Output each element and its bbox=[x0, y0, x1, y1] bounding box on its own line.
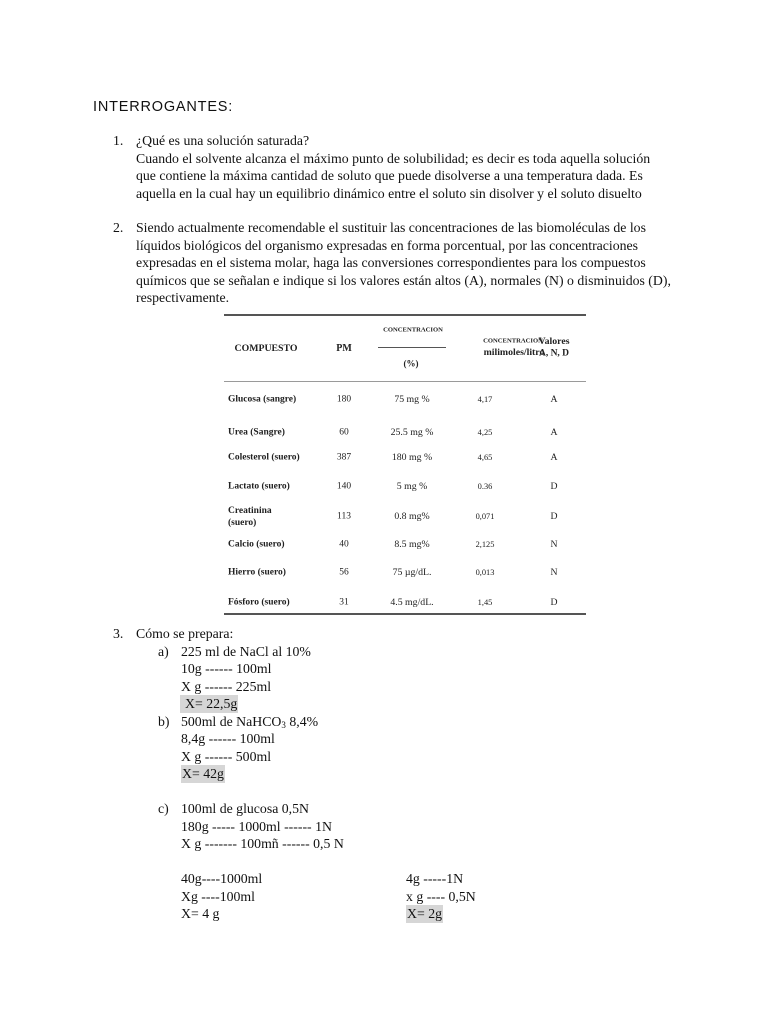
question-number: 3. bbox=[113, 626, 124, 641]
concentration-table bbox=[224, 312, 586, 616]
cell-valor: N bbox=[550, 567, 558, 579]
cell-pm: 31 bbox=[339, 597, 349, 608]
cell-compuesto: Creatinina (suero) bbox=[228, 506, 272, 528]
calc-line-left: Xg ----100ml bbox=[181, 888, 255, 904]
cell-compuesto: Glucosa (sangre) bbox=[228, 394, 297, 405]
table-top-rule bbox=[224, 314, 586, 316]
calc-line: X g ------- 100mñ ------ 0,5 N bbox=[181, 836, 344, 851]
text-line bbox=[0, 713, 768, 731]
text-line bbox=[0, 660, 768, 678]
cell-milimoles: 4,65 bbox=[477, 452, 493, 462]
cell-valor: N bbox=[550, 539, 558, 551]
question-number: 2. bbox=[113, 220, 124, 235]
section-heading: INTERROGANTES: bbox=[93, 99, 234, 115]
subitem-label-c: c) bbox=[158, 801, 169, 816]
cell-concentracion: 25.5 mg % bbox=[390, 427, 434, 439]
text-line bbox=[0, 835, 768, 853]
text-line bbox=[0, 219, 768, 237]
calc-line: 8,4g ------ 100ml bbox=[181, 731, 275, 746]
text-line bbox=[0, 765, 768, 783]
header-valores-sub: A, N, D bbox=[538, 348, 570, 359]
cell-compuesto: Calcio (suero) bbox=[228, 539, 285, 550]
text-line bbox=[0, 643, 768, 661]
cell-valor: A bbox=[550, 452, 558, 464]
cell-pm: 60 bbox=[339, 427, 349, 438]
text-line bbox=[0, 695, 768, 713]
blank-line bbox=[0, 853, 768, 871]
table-header-rule bbox=[224, 381, 586, 382]
cell-valor: D bbox=[550, 511, 558, 523]
calc-line-right: 4g -----1N bbox=[406, 871, 464, 886]
text-line bbox=[0, 132, 768, 150]
subitem-title-b bbox=[181, 713, 318, 731]
cell-milimoles: 0,071 bbox=[475, 511, 495, 521]
question-text: ¿Qué es una solución saturada? bbox=[136, 133, 310, 148]
cell-valor: D bbox=[550, 481, 558, 493]
question-1 bbox=[0, 132, 768, 202]
subitem-title-c: 100ml de glucosa 0,5N bbox=[181, 801, 309, 816]
subitem-title-a: 225 ml de NaCl al 10% bbox=[181, 643, 311, 659]
cell-concentracion: 75 mg % bbox=[394, 394, 430, 406]
text-line bbox=[0, 888, 768, 906]
text-line bbox=[0, 748, 768, 766]
question-text: líquidos biológicos del organismo expresadas en forma porcentual, por las concentraciones bbox=[136, 237, 639, 253]
cell-concentracion: 0.8 mg% bbox=[394, 511, 430, 523]
text-line bbox=[0, 678, 768, 696]
text-line bbox=[0, 254, 768, 272]
highlighted-result: X= 22,5g bbox=[180, 695, 238, 713]
header-milimoles-unit: milimoles/litro bbox=[483, 347, 545, 359]
calc-line: 10g ------ 100ml bbox=[181, 661, 272, 676]
cell-concentracion: 4.5 mg/dL. bbox=[390, 597, 434, 609]
highlighted-result: X= 42g bbox=[182, 766, 224, 781]
header-concentracion-rule bbox=[378, 347, 446, 348]
text-line bbox=[0, 730, 768, 748]
header-valores: Valores bbox=[538, 336, 570, 348]
cell-pm: 387 bbox=[336, 452, 352, 463]
text-line bbox=[0, 800, 768, 818]
title-text: 8,4% bbox=[285, 713, 319, 729]
calc-line-right: x g ---- 0,5N bbox=[406, 888, 476, 904]
calc-line-left: 40g----1000ml bbox=[181, 871, 263, 886]
text-line bbox=[0, 870, 768, 888]
cell-compuesto: Urea (Sangre) bbox=[228, 427, 285, 438]
text-line bbox=[0, 150, 768, 168]
cell-concentracion: 5 mg % bbox=[396, 481, 428, 493]
answer-line: aquella en la cual hay un equilibrio dinámico entre el soluto sin disolver y el soluto disuelto bbox=[136, 185, 642, 201]
header-pm: PM bbox=[336, 343, 352, 354]
table-bottom-rule bbox=[224, 613, 586, 615]
text-line bbox=[0, 818, 768, 836]
cell-pm: 140 bbox=[336, 481, 352, 492]
calc-line: X g ------ 500ml bbox=[181, 748, 272, 764]
cell-pm: 40 bbox=[339, 539, 349, 550]
cell-concentracion: 75 µg/dL. bbox=[392, 567, 432, 579]
text-line bbox=[0, 289, 768, 307]
header-milimoles-title: CONCENTRACION bbox=[483, 337, 543, 345]
text-line bbox=[0, 237, 768, 255]
cell-pm: 113 bbox=[337, 511, 351, 522]
question-text: químicos que se señalan e indique si los valores están altos (A), normales (N) o disminuidos (D), bbox=[136, 272, 671, 288]
cell-valor: A bbox=[550, 427, 558, 439]
text-line bbox=[0, 185, 768, 203]
question-number: 1. bbox=[113, 133, 124, 148]
cell-compuesto: Fósforo (suero) bbox=[228, 597, 290, 608]
cell-milimoles: 2,125 bbox=[475, 539, 495, 549]
cell-valor: D bbox=[550, 597, 558, 609]
cell-milimoles: 1,45 bbox=[477, 597, 493, 607]
text-line bbox=[0, 167, 768, 185]
calc-line: 180g ----- 1000ml ------ 1N bbox=[181, 818, 332, 834]
subitem-label-b: b) bbox=[158, 713, 170, 729]
cell-milimoles: 4,25 bbox=[477, 427, 493, 437]
answer-line: que contiene la máxima cantidad de soluto que puede disolverse a una temperatura dada. Es bbox=[136, 168, 643, 183]
blank-line bbox=[0, 783, 768, 801]
header-concentracion-unit: (%) bbox=[403, 358, 419, 369]
question-2 bbox=[0, 219, 768, 307]
text-line bbox=[0, 905, 768, 923]
question-text: Siendo actualmente recomendable el sustituir las concentraciones de las biomoléculas de los bbox=[136, 220, 646, 235]
question-3 bbox=[0, 625, 768, 923]
title-text: 500ml de NaHCO bbox=[181, 713, 282, 729]
text-line bbox=[0, 272, 768, 290]
cell-milimoles: 0,013 bbox=[475, 567, 495, 577]
question-text: Cómo se prepara: bbox=[136, 626, 234, 641]
cell-concentracion: 8.5 mg% bbox=[394, 539, 430, 551]
cell-compuesto: Colesterol (suero) bbox=[228, 452, 300, 463]
cell-pm: 56 bbox=[339, 567, 349, 578]
question-text: respectivamente. bbox=[136, 290, 230, 305]
cell-compuesto: Lactato (suero) bbox=[228, 481, 290, 492]
cell-valor: A bbox=[550, 394, 558, 406]
cell-milimoles: 0.36 bbox=[477, 481, 493, 491]
question-text: expresadas en el sistema molar, haga las conversiones correspondientes para los compuestos bbox=[136, 255, 646, 270]
answer-line: Cuando el solvente alcanza el máximo punto de solubilidad; es decir es toda aquella solución bbox=[136, 150, 651, 166]
calc-result-left: X= 4 g bbox=[181, 906, 220, 921]
subitem-label-a: a) bbox=[158, 643, 169, 659]
calc-line: X g ------ 225ml bbox=[181, 678, 272, 694]
cell-pm: 180 bbox=[336, 394, 352, 405]
cell-compuesto: Hierro (suero) bbox=[228, 567, 286, 578]
header-compuesto: COMPUESTO bbox=[234, 343, 298, 355]
subscript: 3 bbox=[281, 719, 286, 730]
cell-milimoles: 4,17 bbox=[477, 394, 493, 404]
highlighted-result: X= 2g bbox=[407, 906, 442, 921]
cell-concentracion: 180 mg % bbox=[391, 452, 433, 464]
text-line bbox=[0, 625, 768, 643]
header-concentracion: CONCENTRACION bbox=[383, 326, 443, 334]
